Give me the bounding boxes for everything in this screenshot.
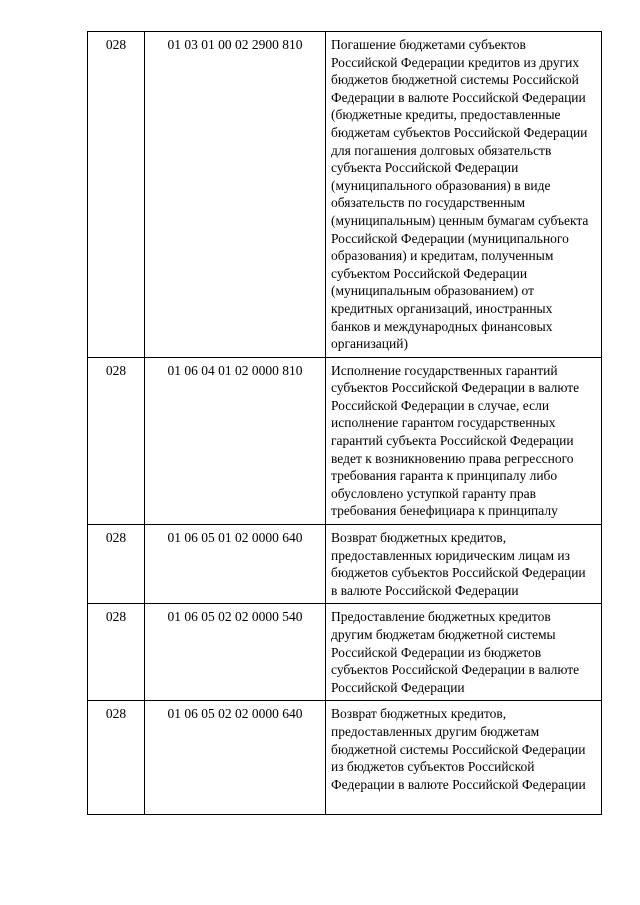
admin-code-cell: 028 (88, 357, 145, 524)
source-name-line: Возврат бюджетных кредитов, (331, 706, 507, 722)
source-name-cell (326, 701, 602, 815)
admin-code-cell: 028 (88, 604, 145, 701)
source-name-line: субъектом Российской Федерации (331, 265, 528, 281)
source-name-line: Предоставление бюджетных кредитов (331, 609, 551, 625)
source-name-cell (326, 357, 602, 524)
source-code-cell: 01 06 05 01 02 0000 640 (145, 525, 326, 604)
source-name-line: Погашение бюджетами субъектов (331, 37, 526, 52)
source-name-line: бюджетной системы Российской Федерации (331, 741, 586, 757)
source-name-line: Федерации в валюте Российской Федерации (331, 776, 586, 792)
source-code-cell: 01 06 05 02 02 0000 640 (145, 701, 326, 815)
source-name-line: исполнение гарантом государственных (331, 415, 556, 431)
source-name-line: предоставленных юридическим лицам из (331, 547, 570, 563)
table-row (88, 604, 602, 701)
source-name-cell (326, 525, 602, 604)
source-name-line: другим бюджетам бюджетной системы (331, 627, 556, 642)
admin-code-cell: 028 (88, 32, 145, 358)
source-name-line: бюджетов субъектов Российской Федерации (331, 565, 586, 581)
table-row (88, 32, 602, 358)
source-name-line: требования гаранта к принципалу либо (331, 468, 558, 484)
source-name-line: Российской Федерации (муниципального (331, 230, 569, 246)
source-name-line: Российской Федерации (331, 679, 465, 695)
source-name-line: банков и международных финансовых (331, 318, 553, 334)
budget-classification-table (87, 31, 602, 815)
source-name-line: кредитных организаций, иностранных (331, 300, 553, 316)
source-name-line: предоставленных другим бюджетам (331, 723, 540, 739)
source-name-line: субъектов Российской Федерации в валюте (331, 380, 580, 396)
source-name-cell (326, 604, 602, 701)
source-name-line: обязательств по государственным (331, 195, 526, 211)
source-name-line: требования бенефициара к принципалу (331, 503, 558, 519)
source-name-line: бюджетов бюджетной системы Российской (331, 72, 579, 88)
table-row (88, 525, 602, 604)
source-name-line: образования) и кредитам, полученным (331, 248, 554, 264)
source-name-line: (муниципальным) ценным бумагам субъекта (331, 212, 589, 228)
source-code-cell: 01 06 04 01 02 0000 810 (145, 357, 326, 524)
source-name-line: Возврат бюджетных кредитов, (331, 530, 507, 546)
source-name-line: бюджетам субъектов Российской Федерации (331, 124, 588, 140)
source-name-line: в валюте Российской Федерации (331, 582, 519, 598)
source-name-line: организаций) (331, 336, 408, 352)
table-row (88, 357, 602, 524)
admin-code-cell: 028 (88, 701, 145, 815)
admin-code-cell: 028 (88, 525, 145, 604)
source-name-line: Исполнение государственных гарантий (331, 362, 558, 378)
source-name-line: Российской Федерации кредитов из других (331, 54, 580, 70)
source-name-cell (326, 32, 602, 358)
source-name-line: из бюджетов субъектов Российской (331, 759, 535, 775)
source-name-line: ведет к возникновению права регрессного (331, 450, 574, 466)
source-name-line: субъектов Российской Федерации в валюте (331, 662, 580, 678)
source-name-line: (муниципальным образованием) от (331, 283, 535, 299)
table-body (88, 32, 602, 815)
source-code-cell: 01 03 01 00 02 2900 810 (145, 32, 326, 358)
table-row (88, 701, 602, 815)
source-name-line: Федерации в валюте Российской Федерации (331, 89, 586, 105)
source-name-line: гарантий субъекта Российской Федерации (331, 433, 574, 449)
source-name-line: (муниципального образования) в виде (331, 177, 551, 193)
source-code-cell: 01 06 05 02 02 0000 540 (145, 604, 326, 701)
source-name-line: (бюджетные кредиты, предоставленные (331, 107, 561, 123)
source-name-line: субъекта Российской Федерации (331, 160, 519, 176)
source-name-line: Российской Федерации в случае, если (331, 397, 550, 413)
source-name-line: Российской Федерации из бюджетов (331, 644, 542, 660)
source-name-line: обусловлено уступкой гаранту прав (331, 485, 536, 501)
source-name-line: для погашения долговых обязательств (331, 142, 552, 158)
